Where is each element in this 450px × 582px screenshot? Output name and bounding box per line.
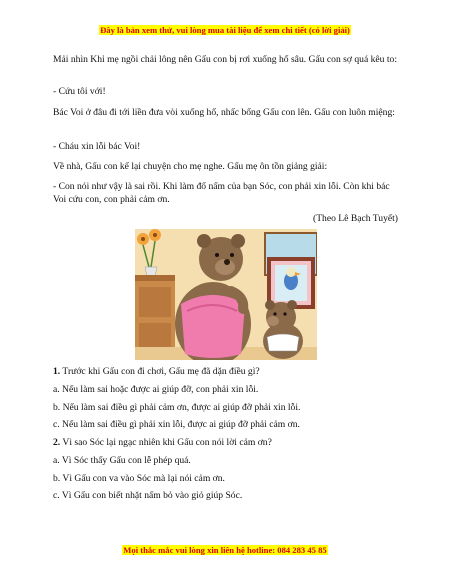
question-2-option-b: b. Vì Gấu con va vào Sóc mà lại nói cảm ơn. (53, 473, 225, 484)
story-paragraph-5: Về nhà, Gấu con kể lại chuyện cho mẹ nghe. Gấu mẹ ôn tồn giảng giải: (53, 161, 328, 172)
story-paragraph-4: - Cháu xin lỗi bác Voi! (53, 141, 141, 152)
hotline-banner (0, 545, 450, 555)
preview-banner (0, 25, 450, 35)
question-2-number: 2. (53, 437, 61, 448)
question-2-option-c: c. Vì Gấu con biết nhặt nấm bỏ vào giỏ giúp Sóc. (53, 490, 243, 501)
story-illustration (135, 229, 317, 360)
preview-banner-text: Đây là bản xem thử, vui lòng mua tài liệu để xem chi tiết (có lời giải) (100, 25, 350, 35)
story-paragraph-1: Mải nhìn Khỉ mẹ ngồi chải lông nên Gấu con bị rơi xuống hố sâu. Gấu con sợ quá kêu to: (53, 54, 398, 65)
question-2-option-a: a. Vì Sóc thấy Gấu con lễ phép quá. (53, 455, 191, 466)
question-1-option-b: b. Nếu làm sai điều gì phải cảm ơn, được ai giúp đỡ phải xin lỗi. (53, 402, 301, 413)
question-1 (53, 365, 398, 378)
story-source: (Theo Lê Bạch Tuyết) (313, 213, 398, 224)
question-1-option-c: c. Nếu làm sai điều gì phải xin lỗi, được ai giúp đỡ phải cảm ơn. (53, 419, 300, 430)
story-paragraph-2: - Cứu tôi với! (53, 86, 106, 97)
question-1-text: Trước khi Gấu con đi chơi, Gấu mẹ đã dặn điều gì? (60, 366, 260, 377)
question-2 (53, 436, 398, 449)
story-paragraph-6: - Con nói như vậy là sai rồi. Khi làm đổ nấm của bạn Sóc, con phải xin lỗi. Còn khi bác Voi cứu con, con phải cảm ơn. (53, 181, 390, 206)
hotline-banner-text: Mọi thắc mắc vui lòng xin liên hệ hotline: 084 283 45 85 (123, 545, 327, 555)
bear-mother-and-cub-image (135, 229, 317, 360)
question-1-number: 1. (53, 366, 61, 377)
question-1-option-a: a. Nếu làm sai hoặc được ai giúp đỡ, con phải xin lỗi. (53, 384, 259, 395)
question-2-text: Vì sao Sóc lại ngạc nhiên khi Gấu con nói lời cảm ơn? (60, 437, 272, 448)
story-paragraph-3: Bác Voi ở đâu đi tới liền đưa vòi xuống hố, nhấc bổng Gấu con lên. Gấu con luôn miệng: (53, 107, 395, 118)
